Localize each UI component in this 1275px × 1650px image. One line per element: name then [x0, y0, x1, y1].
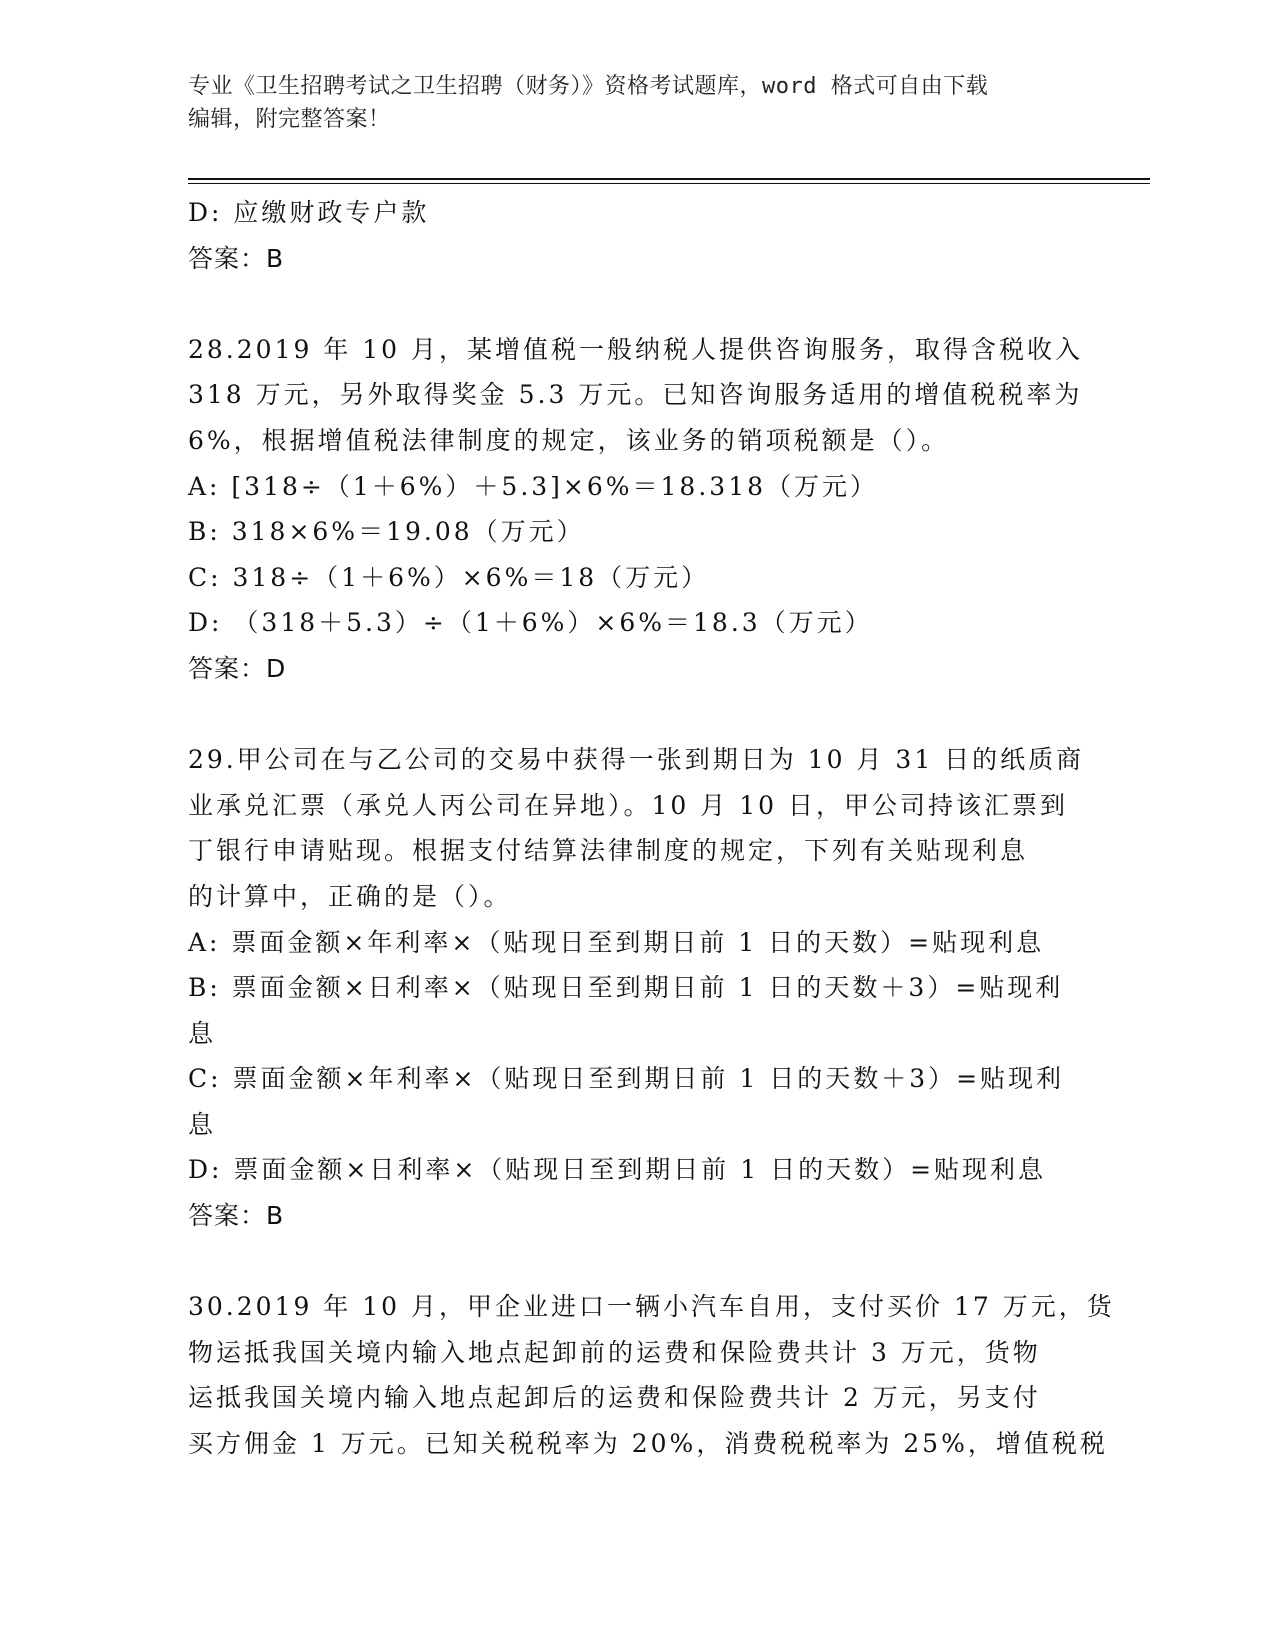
option-a: A: 票面金额×年利率×（贴现日至到期日前 1 日的天数）=贴现利息 [188, 927, 1045, 957]
option-d: D: 票面金额×日利率×（贴现日至到期日前 1 日的天数）=贴现利息 [188, 1155, 1047, 1185]
document-header [188, 70, 1068, 136]
question-29 [188, 737, 1088, 1239]
prev-answer: 答案：B [188, 243, 285, 273]
question-stem-line: 业承兑汇票（承兑人丙公司在异地）。10 月 10 日，甲公司持该汇票到 [188, 790, 1068, 820]
answer: 答案：D [188, 653, 287, 683]
question-stem-line: 买方佣金 1 万元。已知关税税率为 20%，消费税税率为 25%，增值税税 [188, 1429, 1108, 1459]
header-divider-thin [188, 183, 1150, 184]
option-b: B: 票面金额×日利率×（贴现日至到期日前 1 日的天数＋3）=贴现利 [188, 973, 1064, 1003]
question-stem-line: 运抵我国关境内输入地点起卸后的运费和保险费共计 2 万元，另支付 [188, 1383, 1041, 1413]
spacer [188, 281, 1088, 327]
answer: 答案：B [188, 1201, 285, 1231]
header-divider-thick [188, 178, 1150, 180]
option-c: C: 318÷（1＋6%）×6%＝18（万元） [188, 562, 710, 592]
spacer [188, 1239, 1088, 1285]
question-stem-line: 丁银行申请贴现。根据支付结算法律制度的规定，下列有关贴现利息 [188, 836, 1029, 866]
spacer [188, 692, 1088, 738]
question-stem-line: 物运抵我国关境内输入地点起卸前的运费和保险费共计 3 万元，货物 [188, 1337, 1041, 1367]
option-c: C: 票面金额×年利率×（贴现日至到期日前 1 日的天数＋3）=贴现利 [188, 1064, 1065, 1094]
question-stem-line: 的计算中，正确的是（）。 [188, 881, 512, 911]
document-body [188, 190, 1115, 1467]
option-d: D: （318＋5.3）÷（1＋6%）×6%＝18.3（万元） [188, 608, 873, 638]
question-stem-line: 30.2019 年 10 月，甲企业进口一辆小汽车自用，支付买价 17 万元，货 [188, 1292, 1115, 1322]
question-stem-line: 28.2019 年 10 月，某增值税一般纳税人提供咨询服务，取得含税收入 [188, 334, 1084, 364]
question-stem-line: 29.甲公司在与乙公司的交易中获得一张到期日为 10 月 31 日的纸质商 [188, 745, 1085, 775]
option-a: A: [318÷（1＋6%）＋5.3]×6%＝18.318（万元） [188, 471, 879, 501]
prev-option-d: D: 应缴财政专户款 [188, 198, 430, 227]
question-stem-line: 318 万元，另外取得奖金 5.3 万元。已知咨询服务适用的增值税税率为 [188, 380, 1083, 410]
question-stem-line: 6%，根据增值税法律制度的规定，该业务的销项税额是（）。 [188, 425, 950, 455]
option-c-continued: 息 [188, 1109, 217, 1139]
option-b: B: 318×6%＝19.08（万元） [188, 517, 585, 547]
question-28 [188, 327, 1088, 692]
header-line-2: 编辑，附完整答案！ [188, 107, 391, 132]
header-line-1: 专业《卫生招聘考试之卫生招聘（财务）》资格考试题库，word 格式可自由下载 [188, 74, 989, 99]
question-30 [188, 1284, 1115, 1466]
option-b-continued: 息 [188, 1018, 217, 1048]
